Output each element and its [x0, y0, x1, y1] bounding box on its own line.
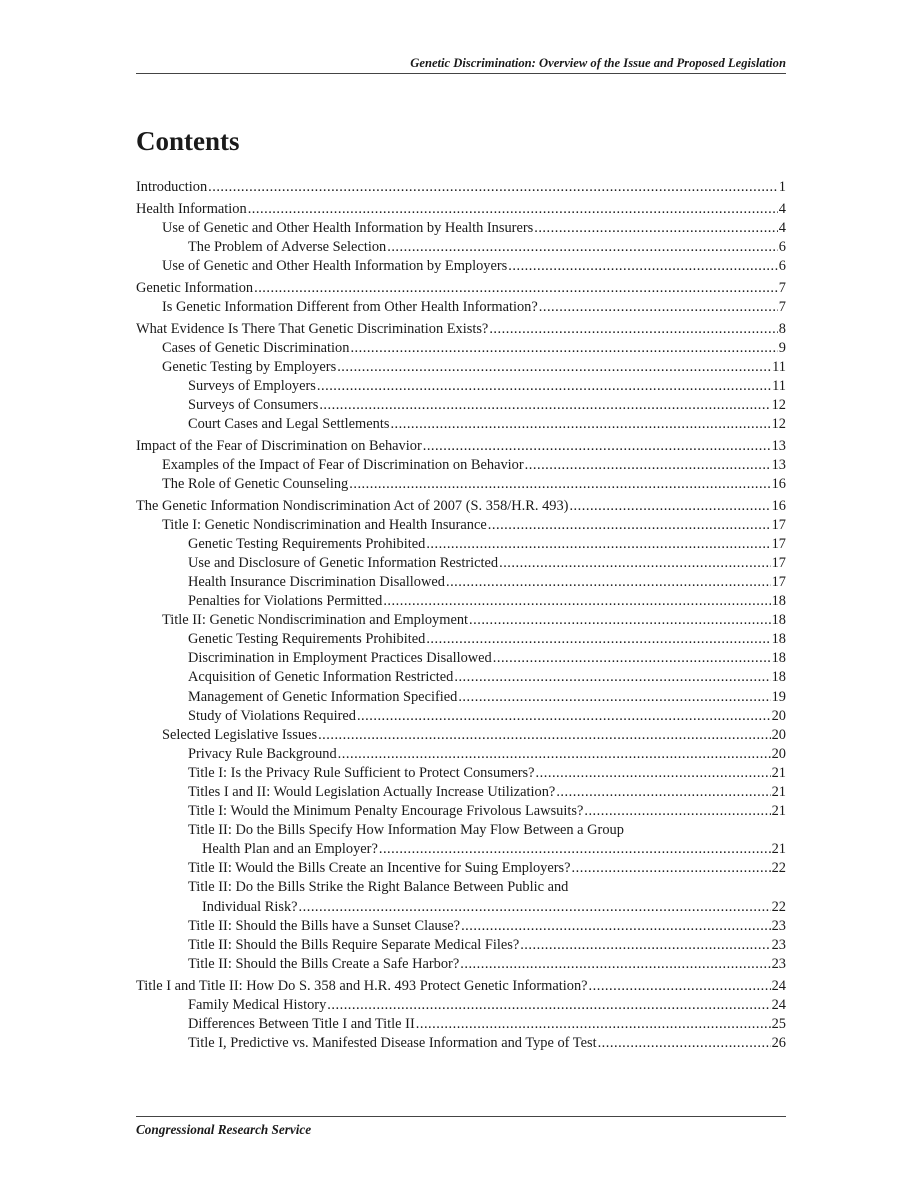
- toc-entry-text: Impact of the Fear of Discrimination on Behavior: [136, 437, 422, 454]
- toc-entry[interactable]: [136, 667, 786, 686]
- toc-page-number: 7: [778, 298, 786, 315]
- toc-page-number: 20: [771, 707, 786, 724]
- toc-entry-text: Titles I and II: Would Legislation Actually Increase Utilization?: [188, 783, 556, 800]
- dot-leader: [349, 476, 770, 493]
- dot-leader: [454, 669, 770, 686]
- dot-leader: [556, 784, 770, 801]
- dot-leader: [318, 727, 771, 744]
- toc-entry-text: Family Medical History: [188, 996, 327, 1013]
- toc-entry[interactable]: [136, 725, 786, 744]
- toc-entry-text: Discrimination in Employment Practices Disallowed: [188, 650, 492, 667]
- toc-entry[interactable]: [136, 256, 786, 275]
- toc-entry-text: Title I: Genetic Nondiscrimination and Health Insurance: [162, 516, 487, 533]
- toc-entry[interactable]: [136, 1014, 786, 1033]
- toc-entry-text: Title I and Title II: How Do S. 358 and H.R. 493 Protect Genetic Information?: [136, 977, 588, 994]
- toc-entry[interactable]: [136, 629, 786, 648]
- toc-entry-text: Use of Genetic and Other Health Information by Employers: [162, 258, 508, 275]
- dot-leader: [584, 803, 770, 820]
- footer-rule: [136, 1116, 786, 1117]
- dot-leader: [508, 258, 778, 275]
- toc-page-number: 17: [771, 554, 786, 571]
- toc-page-number: 1: [778, 179, 786, 196]
- table-of-contents: [136, 177, 786, 1052]
- dot-leader: [357, 708, 771, 725]
- toc-entry-text: Study of Violations Required: [188, 707, 356, 724]
- toc-page-number: 23: [771, 955, 786, 972]
- page-title: Contents: [136, 126, 240, 156]
- toc-entry-continuation-text: Health Plan and an Employer?: [202, 841, 378, 858]
- toc-entry-text: Management of Genetic Information Specified: [188, 688, 458, 705]
- toc-entry[interactable]: [136, 954, 786, 973]
- toc-entry[interactable]: [136, 686, 786, 705]
- footer-publisher: Congressional Research Service: [136, 1122, 312, 1137]
- toc-page-number: 26: [771, 1034, 786, 1051]
- toc-entry-text: The Genetic Information Nondiscrimination Act of 2007 (S. 358/H.R. 493): [136, 497, 569, 514]
- dot-leader: [534, 220, 778, 237]
- toc-entry[interactable]: [136, 858, 786, 877]
- toc-entry-text: Health Insurance Discrimination Disallowed: [188, 573, 445, 590]
- toc-page-number: 22: [771, 898, 786, 915]
- toc-entry-text: Genetic Testing by Employers: [162, 358, 337, 375]
- dot-leader: [387, 239, 778, 256]
- toc-page-number: 7: [778, 279, 786, 296]
- toc-entry[interactable]: [136, 591, 786, 610]
- dot-leader: [423, 438, 771, 455]
- toc-entry-text: What Evidence Is There That Genetic Discrimination Exists?: [136, 320, 489, 337]
- toc-page-number: 16: [771, 497, 786, 514]
- toc-page-number: 23: [771, 936, 786, 953]
- dot-leader: [499, 555, 771, 572]
- toc-entry-text: Title II: Should the Bills Require Separate Medical Files?: [188, 936, 520, 953]
- toc-entry[interactable]: [136, 177, 786, 196]
- toc-entry-text: Examples of the Impact of Fear of Discrimination on Behavior: [162, 456, 524, 473]
- dot-leader: [317, 378, 771, 395]
- toc-entry-text: Title II: Do the Bills Specify How Information May Flow Between a Group: [188, 822, 624, 839]
- toc-entry[interactable]: [136, 648, 786, 667]
- dot-leader: [493, 650, 771, 667]
- toc-page-number: 4: [778, 219, 786, 236]
- toc-entry-text: Use of Genetic and Other Health Information by Health Insurers: [162, 219, 534, 236]
- toc-entry-text: Selected Legislative Issues: [162, 726, 318, 743]
- toc-entry-text: Title II: Would the Bills Create an Incentive for Suing Employers?: [188, 860, 571, 877]
- toc-entry-text: Genetic Testing Requirements Prohibited: [188, 535, 426, 552]
- dot-leader: [539, 299, 778, 316]
- dot-leader: [525, 457, 771, 474]
- toc-entry[interactable]: [136, 572, 786, 591]
- dot-leader: [254, 280, 778, 297]
- dot-leader: [416, 1016, 771, 1033]
- dot-leader: [598, 1035, 771, 1052]
- toc-entry-text: Title I: Would the Minimum Penalty Encourage Frivolous Lawsuits?: [188, 803, 584, 820]
- dot-leader: [208, 179, 778, 196]
- dot-leader: [319, 397, 770, 414]
- toc-entry-text: Privacy Rule Background: [188, 745, 337, 762]
- toc-entry-text: Title II: Genetic Nondiscrimination and Employment: [162, 612, 469, 629]
- toc-entry-text: Title I, Predictive vs. Manifested Disease Information and Type of Test: [188, 1034, 597, 1051]
- toc-page-number: 21: [771, 841, 786, 858]
- dot-leader: [383, 593, 770, 610]
- toc-entry[interactable]: [136, 297, 786, 316]
- toc-page-number: 8: [778, 320, 786, 337]
- toc-entry[interactable]: [136, 495, 786, 514]
- header-rule: [136, 73, 786, 74]
- toc-page-number: 23: [771, 917, 786, 934]
- toc-entry-text: The Role of Genetic Counseling: [162, 475, 349, 492]
- toc-page-number: 19: [771, 688, 786, 705]
- toc-entry-text: Differences Between Title I and Title II: [188, 1015, 415, 1032]
- toc-entry[interactable]: [136, 474, 786, 493]
- toc-entry[interactable]: [136, 935, 786, 954]
- toc-entry[interactable]: [136, 338, 786, 357]
- toc-entry[interactable]: [136, 782, 786, 801]
- toc-page-number: 6: [778, 238, 786, 255]
- toc-entry[interactable]: [136, 237, 786, 256]
- toc-page-number: 18: [771, 593, 786, 610]
- toc-entry-text: Title II: Should the Bills Create a Safe Harbor?: [188, 955, 460, 972]
- toc-entry[interactable]: [136, 318, 786, 337]
- toc-entry-text: Surveys of Employers: [188, 377, 316, 394]
- dot-leader: [469, 612, 771, 629]
- toc-entry[interactable]: [136, 975, 786, 994]
- toc-entry-text: Use and Disclosure of Genetic Information Restricted: [188, 554, 499, 571]
- toc-entry-continuation[interactable]: [136, 896, 786, 915]
- toc-page-number: 18: [771, 669, 786, 686]
- dot-leader: [446, 574, 771, 591]
- toc-entry[interactable]: [136, 455, 786, 474]
- toc-entry-text: Cases of Genetic Discrimination: [162, 339, 350, 356]
- toc-page-number: 12: [771, 396, 786, 413]
- toc-entry[interactable]: [136, 376, 786, 395]
- toc-page-number: 4: [778, 200, 786, 217]
- toc-page-number: 18: [771, 631, 786, 648]
- toc-entry-text: Title II: Do the Bills Strike the Right Balance Between Public and: [188, 879, 569, 896]
- toc-entry-text: Title II: Should the Bills have a Sunset Clause?: [188, 917, 461, 934]
- toc-page-number: 20: [771, 726, 786, 743]
- toc-entry[interactable]: [136, 916, 786, 935]
- dot-leader: [488, 517, 771, 534]
- dot-leader: [248, 201, 778, 218]
- dot-leader: [572, 860, 771, 877]
- dot-leader: [458, 689, 770, 706]
- toc-page-number: 20: [771, 745, 786, 762]
- toc-page-number: 24: [771, 996, 786, 1013]
- toc-entry-text: Introduction: [136, 179, 208, 196]
- toc-entry[interactable]: [136, 218, 786, 237]
- toc-page-number: 25: [771, 1015, 786, 1032]
- toc-entry[interactable]: [136, 877, 786, 896]
- toc-entry[interactable]: [136, 357, 786, 376]
- dot-leader: [589, 978, 771, 995]
- dot-leader: [390, 416, 770, 433]
- toc-page-number: 13: [771, 456, 786, 473]
- toc-page-number: 17: [771, 535, 786, 552]
- toc-entry-text: Genetic Testing Requirements Prohibited: [188, 631, 426, 648]
- toc-entry[interactable]: [136, 199, 786, 218]
- toc-page-number: 12: [771, 416, 786, 432]
- dot-leader: [338, 746, 771, 763]
- toc-entry[interactable]: [136, 995, 786, 1014]
- toc-entry-continuation[interactable]: [136, 839, 786, 858]
- toc-page-number: 11: [772, 377, 786, 394]
- dot-leader: [569, 498, 770, 515]
- toc-entry-continuation-text: Individual Risk?: [202, 898, 298, 915]
- toc-entry[interactable]: [136, 553, 786, 572]
- toc-entry[interactable]: [136, 801, 786, 820]
- dot-leader: [536, 765, 771, 782]
- toc-page-number: 22: [771, 860, 786, 877]
- toc-entry-text: Penalties for Violations Permitted: [188, 593, 383, 610]
- toc-page-number: 18: [771, 650, 786, 667]
- toc-entry[interactable]: [136, 706, 786, 725]
- toc-entry[interactable]: [136, 395, 786, 414]
- toc-entry[interactable]: [136, 1033, 786, 1052]
- dot-leader: [337, 359, 771, 376]
- toc-page-number: 18: [771, 612, 786, 629]
- toc-entry[interactable]: [136, 436, 786, 455]
- toc-entry-text: The Problem of Adverse Selection: [188, 238, 387, 255]
- toc-page-number: 21: [771, 764, 786, 781]
- toc-entry-text: Genetic Information: [136, 279, 254, 296]
- toc-page-number: 11: [772, 358, 786, 375]
- toc-entry-text: Court Cases and Legal Settlements: [188, 416, 390, 432]
- toc-page-number: 24: [771, 977, 786, 994]
- toc-page-number: 6: [778, 258, 786, 275]
- toc-entry-text: Acquisition of Genetic Information Restricted: [188, 669, 454, 686]
- toc-entry-text: Surveys of Consumers: [188, 396, 319, 413]
- dot-leader: [461, 918, 771, 935]
- toc-entry-text: Health Information: [136, 200, 247, 217]
- dot-leader: [327, 997, 770, 1014]
- toc-entry-text: Title I: Is the Privacy Rule Sufficient to Protect Consumers?: [188, 764, 535, 781]
- dot-leader: [379, 841, 771, 858]
- toc-page-number: 17: [771, 573, 786, 590]
- toc-entry[interactable]: [136, 278, 786, 297]
- dot-leader: [426, 631, 770, 648]
- toc-page-number: 17: [771, 516, 786, 533]
- toc-page-number: 21: [771, 803, 786, 820]
- toc-entry[interactable]: [136, 534, 786, 553]
- running-header: Genetic Discrimination: Overview of the Issue and Proposed Legislation: [410, 56, 786, 70]
- toc-entry[interactable]: [136, 515, 786, 534]
- toc-page-number: 16: [771, 475, 786, 492]
- toc-page-number: 9: [778, 339, 786, 356]
- dot-leader: [299, 899, 771, 916]
- toc-entry[interactable]: [136, 414, 786, 433]
- toc-entry[interactable]: [136, 744, 786, 763]
- dot-leader: [489, 321, 777, 338]
- dot-leader: [460, 956, 770, 973]
- toc-page-number: 21: [771, 783, 786, 800]
- toc-entry-text: Is Genetic Information Different from Other Health Information?: [162, 298, 538, 315]
- dot-leader: [520, 937, 770, 954]
- toc-entry[interactable]: [136, 820, 786, 839]
- toc-page-number: 13: [771, 437, 786, 454]
- toc-entry[interactable]: [136, 763, 786, 782]
- dot-leader: [426, 536, 770, 553]
- dot-leader: [350, 340, 777, 357]
- toc-entry[interactable]: [136, 610, 786, 629]
